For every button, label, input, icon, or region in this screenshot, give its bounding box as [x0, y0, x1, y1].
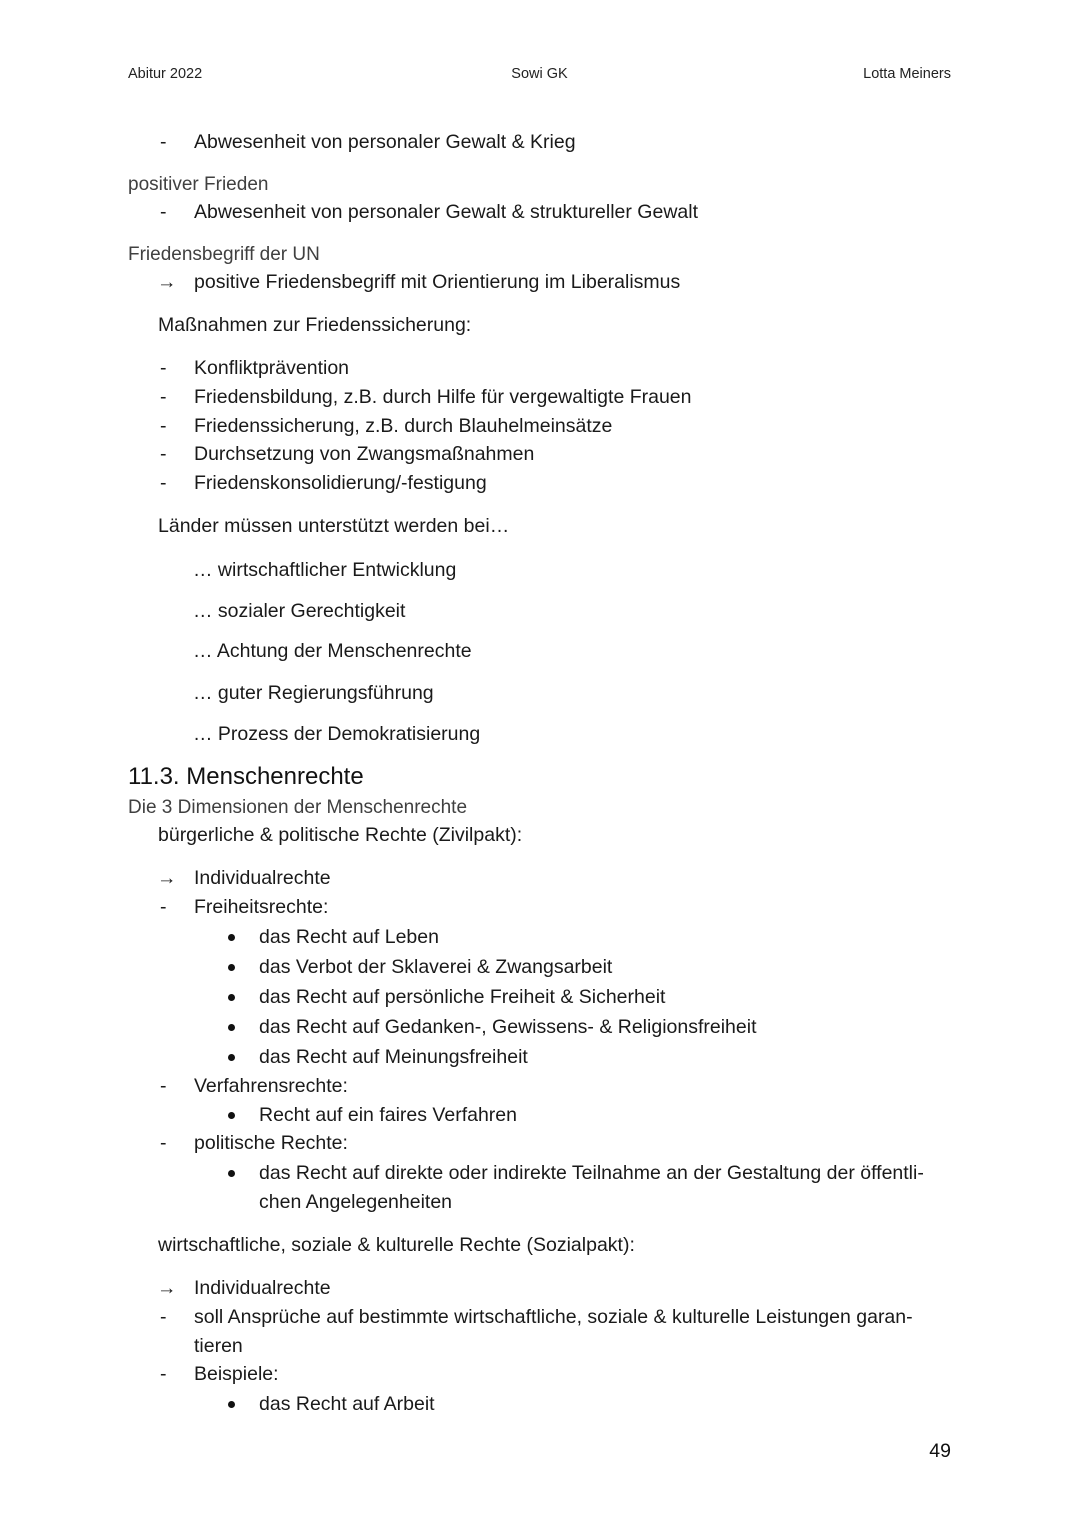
arrow-item: Individualrechte — [194, 1277, 331, 1299]
arrow-item: positive Friedensbegriff mit Orientierung im Liberalismus — [194, 271, 681, 293]
header-right: Lotta Meiners — [863, 66, 951, 82]
dash-marker: - — [160, 1132, 167, 1154]
list-item: Durchsetzung von Zwangsmaßnahmen — [194, 443, 535, 465]
bullet-item: Recht auf ein faires Verfahren — [259, 1104, 517, 1126]
arrow-icon: → — [157, 271, 177, 293]
dash-marker: - — [160, 443, 167, 465]
bullet-item: das Recht auf direkte oder indirekte Teilnahme an der Gestaltung der öffentli- — [259, 1162, 924, 1184]
bullet-item: das Recht auf persönliche Freiheit & Sicherheit — [259, 986, 666, 1008]
bullet-icon — [228, 1024, 235, 1031]
bullet-icon — [228, 1112, 235, 1119]
list-item: Verfahrensrechte: — [194, 1075, 348, 1097]
bullet-item: das Verbot der Sklaverei & Zwangsarbeit — [259, 956, 613, 978]
bullet-icon — [228, 994, 235, 1001]
bullet-item-continuation: chen Angelegenheiten — [259, 1191, 453, 1213]
bullet-item: das Recht auf Gedanken-, Gewissens- & Religionsfreiheit — [259, 1016, 757, 1038]
dash-marker: - — [160, 472, 167, 494]
list-item: Beispiele: — [194, 1363, 279, 1385]
dash-marker: - — [160, 386, 167, 408]
subheading: positiver Frieden — [128, 174, 269, 195]
page-header — [128, 66, 951, 84]
list-item: Freiheitsrechte: — [194, 896, 329, 918]
dash-marker: - — [160, 896, 167, 918]
list-item: Abwesenheit von personaler Gewalt & struktureller Gewalt — [194, 201, 698, 223]
list-item: Konfliktprävention — [194, 357, 350, 379]
support-item: … Achtung der Menschenrechte — [193, 640, 472, 662]
arrow-icon: → — [157, 1277, 177, 1299]
arrow-icon: → — [157, 867, 177, 889]
bullet-icon — [228, 934, 235, 941]
list-item: Friedenskonsolidierung/-festigung — [194, 472, 487, 494]
bullet-item: das Recht auf Meinungsfreiheit — [259, 1046, 528, 1068]
dash-marker: - — [160, 131, 167, 153]
list-item: Friedensbildung, z.B. durch Hilfe für vergewaltigte Frauen — [194, 386, 692, 408]
section-label: wirtschaftliche, soziale & kulturelle Rechte (Sozialpakt): — [158, 1234, 635, 1256]
header-left: Abitur 2022 — [128, 66, 203, 82]
arrow-item: Individualrechte — [194, 867, 331, 889]
support-item: … sozialer Gerechtigkeit — [193, 600, 406, 622]
list-item: Abwesenheit von personaler Gewalt & Krieg — [194, 131, 576, 153]
section-title: 11.3. Menschenrechte — [128, 763, 364, 790]
subheading: Die 3 Dimensionen der Menschenrechte — [128, 797, 468, 818]
header-center: Sowi GK — [511, 66, 568, 82]
list-item-continuation: tieren — [194, 1335, 243, 1357]
bullet-item: das Recht auf Arbeit — [259, 1393, 435, 1415]
subheading: Friedensbegriff der UN — [128, 244, 320, 265]
section-label: Länder müssen unterstützt werden bei… — [158, 515, 510, 537]
dash-marker: - — [160, 1306, 167, 1328]
bullet-icon — [228, 964, 235, 971]
bullet-item: das Recht auf Leben — [259, 926, 439, 948]
dash-marker: - — [160, 1075, 167, 1097]
dash-marker: - — [160, 357, 167, 379]
support-item: … Prozess der Demokratisierung — [193, 723, 481, 745]
dash-marker: - — [160, 415, 167, 437]
bullet-icon — [228, 1401, 235, 1408]
bullet-icon — [228, 1170, 235, 1177]
dash-marker: - — [160, 1363, 167, 1385]
list-item: politische Rechte: — [194, 1132, 348, 1154]
section-label: bürgerliche & politische Rechte (Zivilpakt): — [158, 824, 523, 846]
page-number: 49 — [929, 1440, 951, 1462]
bullet-icon — [228, 1054, 235, 1061]
support-item: … guter Regierungsführung — [193, 682, 434, 704]
section-label: Maßnahmen zur Friedenssicherung: — [158, 314, 472, 336]
dash-marker: - — [160, 201, 167, 223]
list-item: Friedenssicherung, z.B. durch Blauhelmeinsätze — [194, 415, 613, 437]
list-item: soll Ansprüche auf bestimmte wirtschaftliche, soziale & kulturelle Leistungen garan- — [194, 1306, 913, 1328]
support-item: … wirtschaftlicher Entwicklung — [193, 559, 457, 581]
